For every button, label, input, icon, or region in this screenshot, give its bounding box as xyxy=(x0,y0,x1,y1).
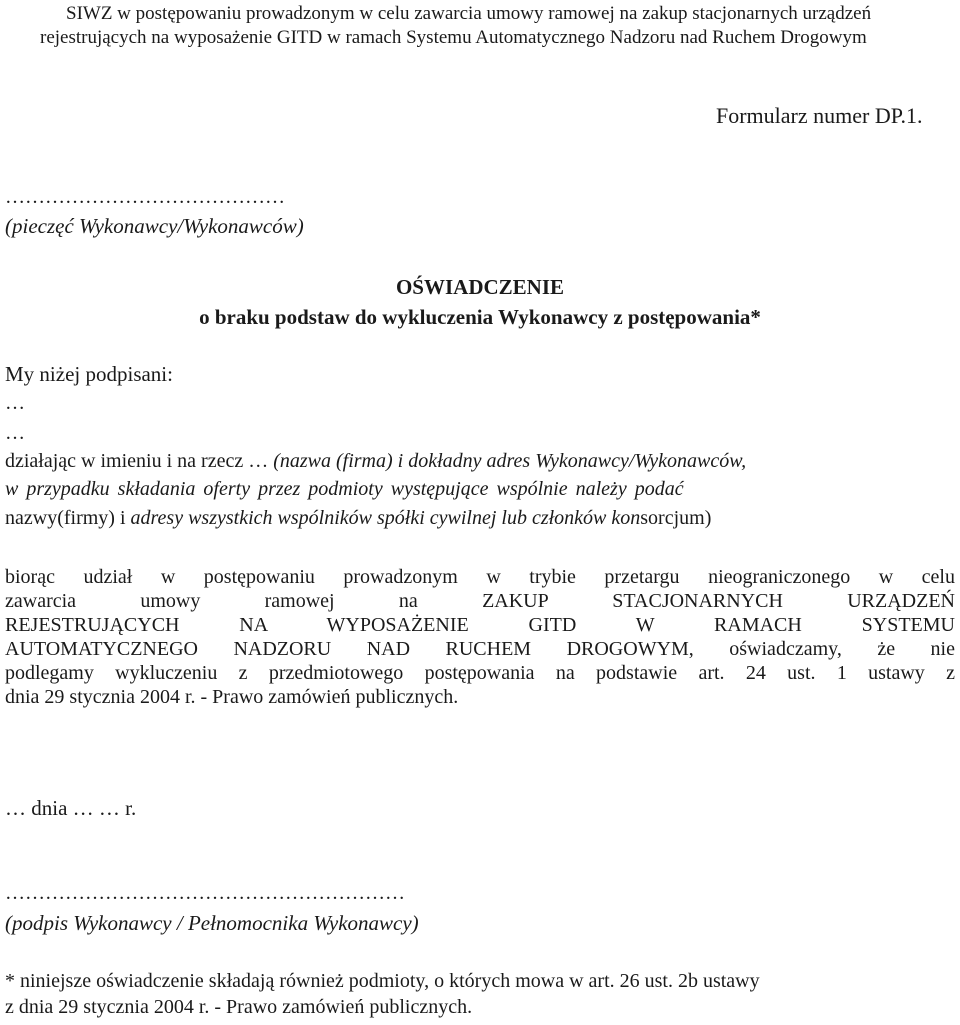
acting-line-3-normal: nazwy(firmy) i xyxy=(5,507,131,529)
declaration-line: dnia 29 stycznia 2004 r. - Prawo zamówień publicznych. xyxy=(5,686,459,708)
declaration-paragraph xyxy=(5,565,955,709)
acting-italic-text: (nazwa (firma) i dokładny adres Wykonawcy/Wykonawców, xyxy=(273,450,747,472)
signature-label: (podpis Wykonawcy / Pełnomocnika Wykonawcy) xyxy=(5,911,419,935)
header-line-1: SIWZ w postępowaniu prowadzonym w celu zawarcia umowy ramowej na zakup stacjonarnych urządzeń xyxy=(66,3,872,24)
declaration-line: zawarcia umowy ramowej na ZAKUP STACJONARNYCH URZĄDZEŃ xyxy=(5,590,955,612)
signature-dots: …………………………………………………… xyxy=(5,882,405,904)
acting-normal-text: działając w imieniu i na rzecz … xyxy=(5,450,274,472)
name-placeholder-1: … xyxy=(5,392,25,414)
acting-line-2: w przypadku składania oferty przez podmioty występujące wspólnie należy podać xyxy=(5,478,684,500)
document-title: OŚWIADCZENIE xyxy=(395,275,565,299)
signed-intro: My niżej podpisani: xyxy=(5,362,173,386)
declaration-line: AUTOMATYCZNEGO NADZORU NAD RUCHEM DROGOWYM, oświadczamy, że nie xyxy=(5,638,955,660)
acting-line-3-italic: adresy wszystkich wspólników spółki cywilnej lub członków kon xyxy=(130,507,641,529)
declaration-line: podlegamy wykluczeniu z przedmiotowego postępowania na podstawie art. 24 ust. 1 ustawy z xyxy=(5,662,955,684)
acting-line-3 xyxy=(5,507,711,530)
acting-on-behalf xyxy=(5,450,746,473)
name-placeholder-2: … xyxy=(5,422,25,444)
stamp-label: (pieczęć Wykonawcy/Wykonawców) xyxy=(5,214,304,238)
footnote-line-2: z dnia 29 stycznia 2004 r. - Prawo zamówień publicznych. xyxy=(5,996,473,1018)
stamp-dots: …………………………………… xyxy=(5,186,285,208)
form-number: Formularz numer DP.1. xyxy=(716,103,923,128)
acting-line-3-end: sorcjum) xyxy=(640,507,712,529)
declaration-line: biorąc udział w postępowaniu prowadzonym w trybie przetargu nieograniczonego w celu xyxy=(5,566,955,588)
footnote-line-1: * niniejsze oświadczenie składają również podmioty, o których mowa w art. 26 ust. 2b ustawy xyxy=(5,970,760,992)
declaration-line: REJESTRUJĄCYCH NA WYPOSAŻENIE GITD W RAMACH SYSTEMU xyxy=(5,614,955,636)
header-line-2: rejestrujących na wyposażenie GITD w ramach Systemu Automatycznego Nadzoru nad Ruchem Drogowym xyxy=(40,27,867,48)
document-subtitle: o braku podstaw do wykluczenia Wykonawcy z postępowania* xyxy=(199,305,761,329)
date-line: … dnia … … r. xyxy=(5,796,137,820)
